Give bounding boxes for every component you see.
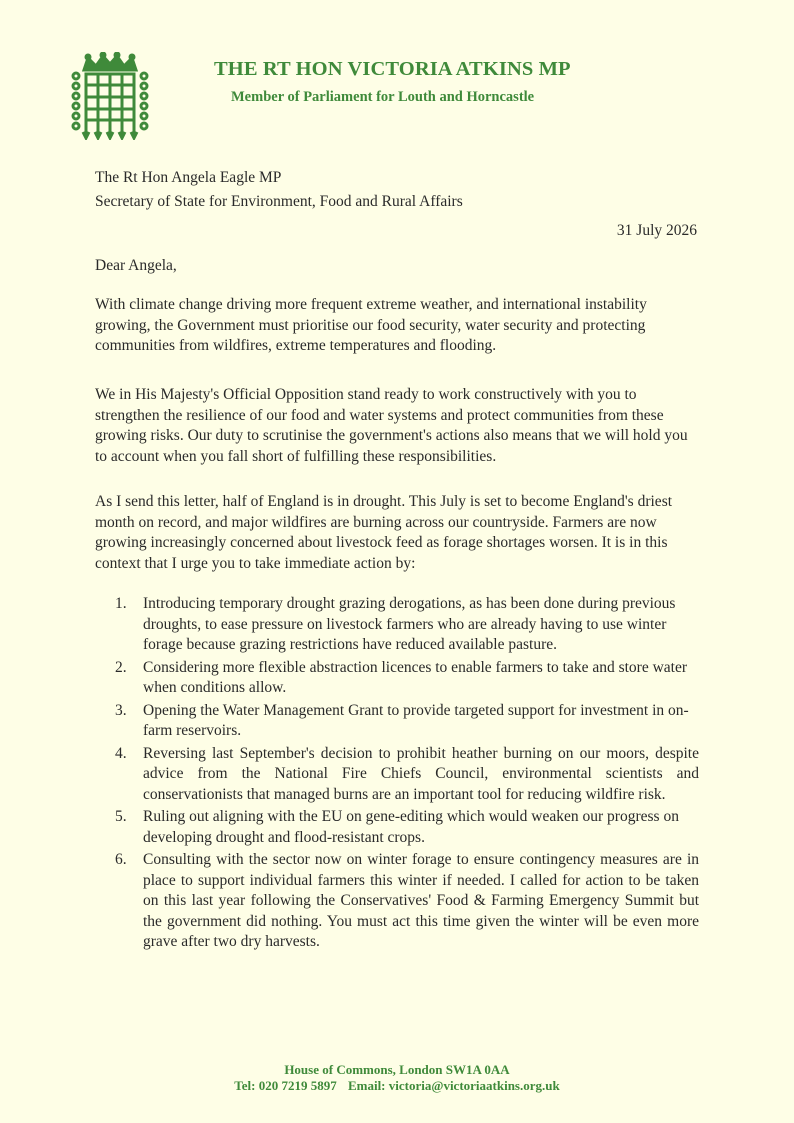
paragraph-opposition: We in His Majesty's Official Opposition stand ready to work constructively with you to strengthen the resilience of our food and water systems and protect communities from these growing risks. Our duty to scrutinise the government's actions also means that we will hold you to account when you fall short of fulfilling these responsibilities. [95,386,688,465]
list-number: 1. [115,595,127,612]
action-list [95,594,699,955]
list-number: 4. [115,744,127,762]
list-text: Opening the Water Management Grant to provide targeted support for investment in on-farm reservoirs. [143,701,689,739]
list-item [95,850,699,953]
list-item [95,701,699,742]
footer-email: Email: victoria@victoriaatkins.org.uk [347,1078,560,1093]
list-number: 5. [115,808,127,825]
list-number: 3. [115,701,127,719]
list-text: Reversing last September's decision to prohibit heather burning on our moors, despite advice from the National Fire Chiefs Council, environmental scientists and conservationists that managed burns are an important tool for reducing wildfire risk. [143,744,699,803]
letterhead-subtitle: Member of Parliament for Louth and Horncastle [231,89,535,105]
list-item [95,594,699,656]
recipient-name: The Rt Hon Angela Eagle MP [95,169,282,186]
list-number: 2. [115,658,127,676]
list-item [95,658,699,699]
portcullis-icon [70,52,150,140]
list-text: Consulting with the sector now on winter forage to ensure contingency measures are in place to support individual farmers this winter if needed. I called for action to be taken on this last year following the Conservatives' Food & Farming Emergency Summit but the government did nothing. You must act this time given the winter will be even more grave after two dry harvests. [143,851,699,950]
list-number: 6. [115,851,127,868]
recipient-role: Secretary of State for Environment, Food and Rural Affairs [95,193,463,210]
footer-address: House of Commons, London SW1A 0AA [284,1062,510,1077]
salutation: Dear Angela, [95,257,177,274]
letter-date: 31 July 2026 [616,222,697,239]
list-text: Introducing temporary drought grazing derogations, as has been done during previous droughts, to ease pressure on livestock farmers who are already having to use winter forage because grazing restrictions have reduced available pasture. [143,595,676,653]
list-item [95,807,699,848]
list-item [95,744,699,806]
list-text: Ruling out aligning with the EU on gene-editing which would weaken our progress on developing drought and flood-resistant crops. [143,808,679,846]
footer-contact [0,1078,794,1094]
paragraph-drought: As I send this letter, half of England is in drought. This July is set to become England's driest month on record, and major wildfires are burning across our countryside. Farmers are now growing increasingly concerned about livestock feed as forage shortages worsen. It is in this context that I urge you to take immediate action by: [95,493,673,572]
list-text: Considering more flexible abstraction licences to enable farmers to take and store water when conditions allow. [143,658,688,696]
letterhead-title: THE RT HON VICTORIA ATKINS MP [214,58,571,80]
footer-tel: Tel: 020 7219 5897 [234,1078,337,1093]
paragraph-intro: With climate change driving more frequent extreme weather, and international instability growing, the Government must prioritise our food security, water security and protecting communities from wildfires, extreme temperatures and flooding. [95,296,647,354]
recipient-block [95,166,463,214]
